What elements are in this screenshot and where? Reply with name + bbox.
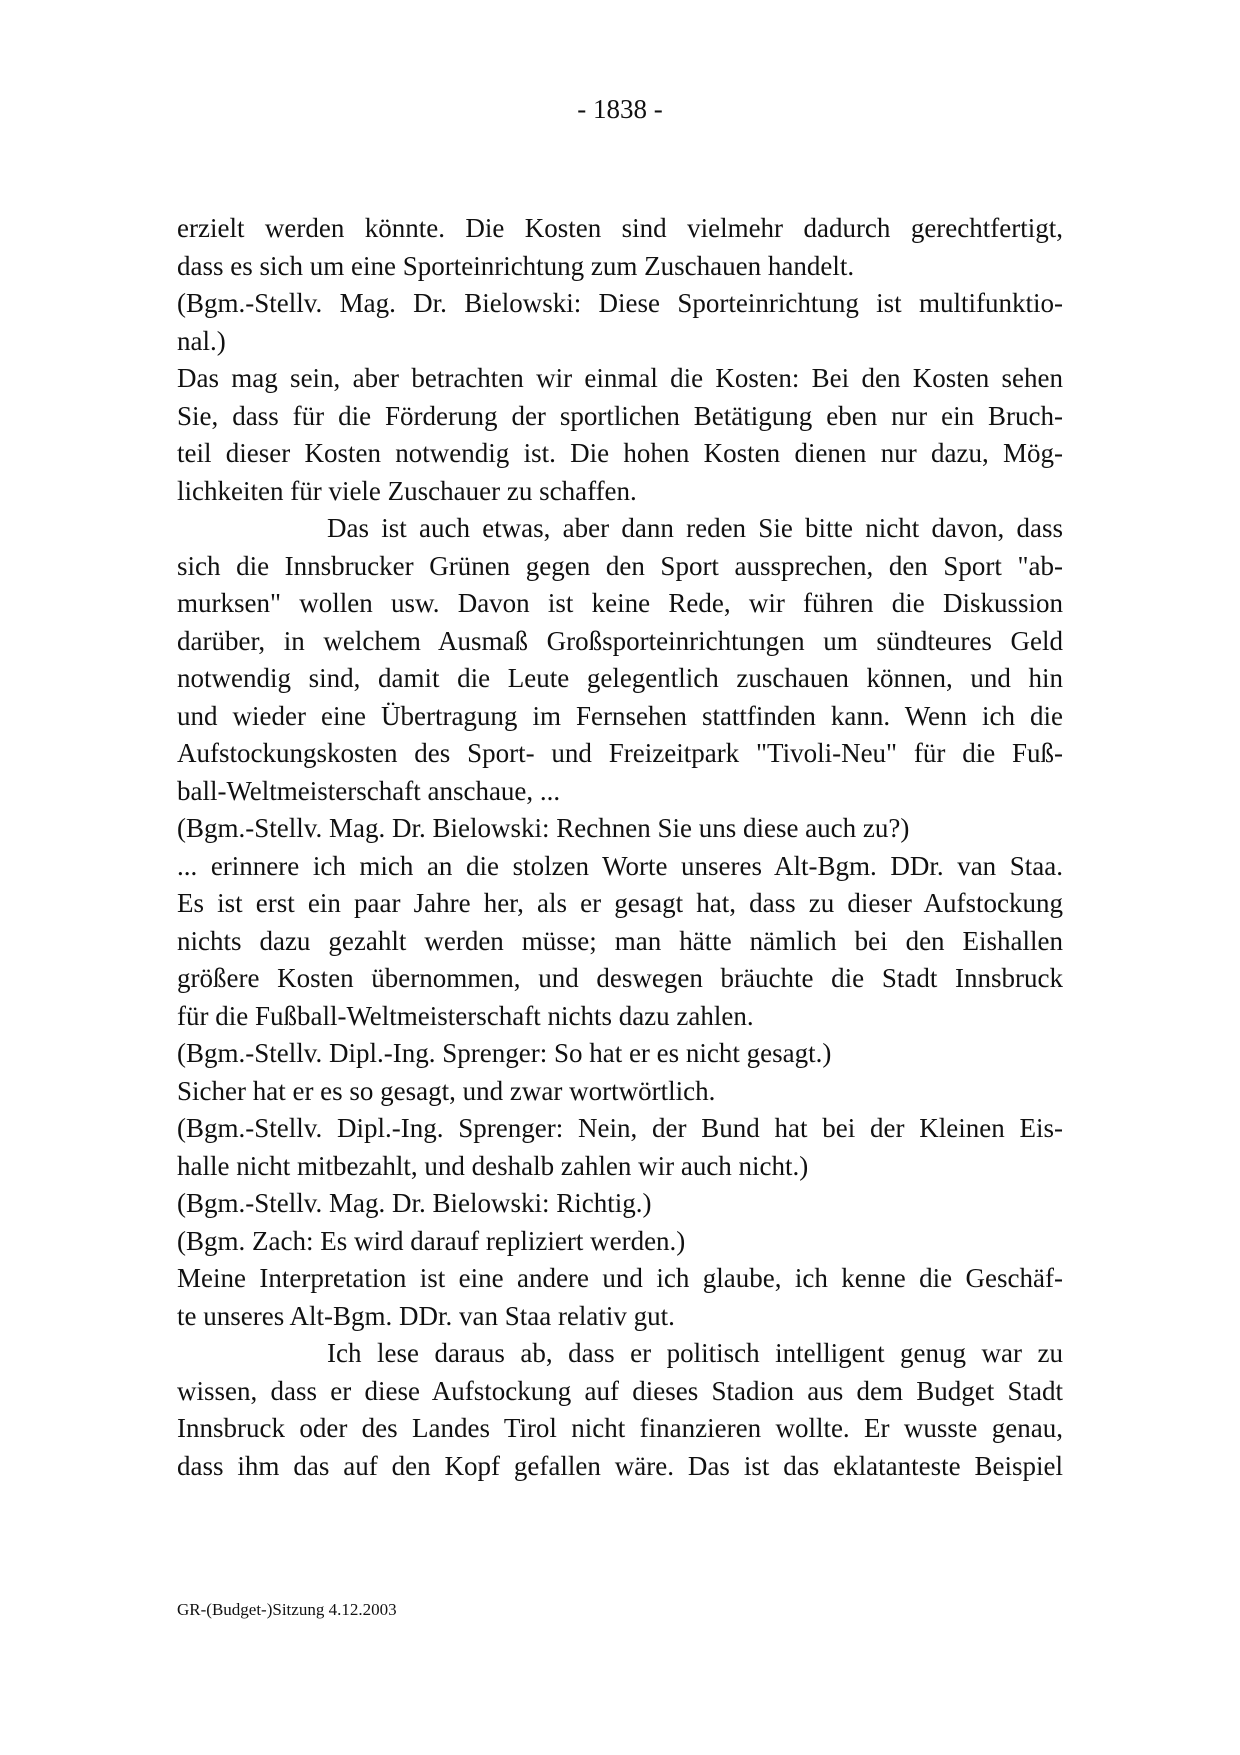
text-line: Es ist erst ein paar Jahre her, als er gesagt hat, dass zu dieser Aufstockung [177,888,1063,918]
text-line: Innsbruck oder des Landes Tirol nicht finanzieren wollte. Er wusste genau, [177,1413,1063,1443]
document-body [177,210,1063,1485]
text-line: Das ist auch etwas, aber dann reden Sie bitte nicht davon, dass [327,513,1063,543]
text-line: Sie, dass für die Förderung der sportlichen Betätigung eben nur ein Bruch- [177,400,1063,431]
text-line: notwendig sind, damit die Leute gelegentlich zuschauen können, und hin [177,663,1063,693]
text-line: (Bgm.-Stellv. Dipl.-Ing. Sprenger: Nein, der Bund hat bei der Kleinen Eis- [177,1113,1063,1143]
page-number: - 1838 - [577,94,663,124]
text-line: Aufstockungskosten des Sport- und Freizeitpark "Tivoli-Neu" für die Fuß- [177,738,1063,768]
text-line: ... erinnere ich mich an die stolzen Worte unseres Alt-Bgm. DDr. van Staa. [177,850,1063,881]
text-line: und wieder eine Übertragung im Fernsehen stattfinden kann. Wenn ich die [177,700,1063,731]
text-line: für die Fußball-Weltmeisterschaft nichts dazu zahlen. [177,1000,754,1031]
text-line: lichkeiten für viele Zuschauer zu schaffen. [177,475,637,506]
text-line: dass ihm das auf den Kopf gefallen wäre. Das ist das eklatanteste Beispiel [177,1450,1063,1481]
text-line: größere Kosten übernommen, und deswegen bräuchte die Stadt Innsbruck [177,963,1063,993]
text-line: (Bgm.-Stellv. Dipl.-Ing. Sprenger: So hat er es nicht gesagt.) [177,1038,832,1068]
text-line: Sicher hat er es so gesagt, und zwar wortwörtlich. [177,1075,716,1106]
text-line: Meine Interpretation ist eine andere und ich glaube, ich kenne die Geschäf- [177,1263,1063,1293]
text-line: sich die Innsbrucker Grünen gegen den Sport aussprechen, den Sport "ab- [177,550,1063,581]
page-footer: GR-(Budget-)Sitzung 4.12.2003 [177,1600,397,1619]
text-line: (Bgm.-Stellv. Mag. Dr. Bielowski: Diese Sporteinrichtung ist multifunktio- [177,288,1063,318]
text-line: Das mag sein, aber betrachten wir einmal die Kosten: Bei den Kosten sehen [177,363,1063,393]
text-line: nichts dazu gezahlt werden müsse; man hätte nämlich bei den Eishallen [177,925,1063,956]
text-line: wissen, dass er diese Aufstockung auf dieses Stadion aus dem Budget Stadt [177,1375,1063,1406]
text-line: (Bgm.-Stellv. Mag. Dr. Bielowski: Richtig.) [177,1188,652,1218]
text-line: teil dieser Kosten notwendig ist. Die hohen Kosten dienen nur dazu, Mög- [177,438,1063,468]
text-line: darüber, in welchem Ausmaß Großsporteinrichtungen um sündteures Geld [177,625,1063,656]
text-line: (Bgm.-Stellv. Mag. Dr. Bielowski: Rechnen Sie uns diese auch zu?) [177,813,910,843]
text-line: nal.) [177,325,226,356]
text-line: te unseres Alt-Bgm. DDr. van Staa relativ gut. [177,1300,675,1331]
text-line: dass es sich um eine Sporteinrichtung zum Zuschauen handelt. [177,250,855,281]
text-line: (Bgm. Zach: Es wird darauf repliziert werden.) [177,1225,686,1256]
text-line: ball-Weltmeisterschaft anschaue, ... [177,775,561,806]
text-line: murksen" wollen usw. Davon ist keine Rede, wir führen die Diskussion [177,588,1063,618]
text-line: erzielt werden könnte. Die Kosten sind vielmehr dadurch gerechtfertigt, [177,213,1063,243]
text-line: Ich lese daraus ab, dass er politisch intelligent genug war zu [327,1338,1063,1368]
text-line: halle nicht mitbezahlt, und deshalb zahlen wir auch nicht.) [177,1150,809,1181]
